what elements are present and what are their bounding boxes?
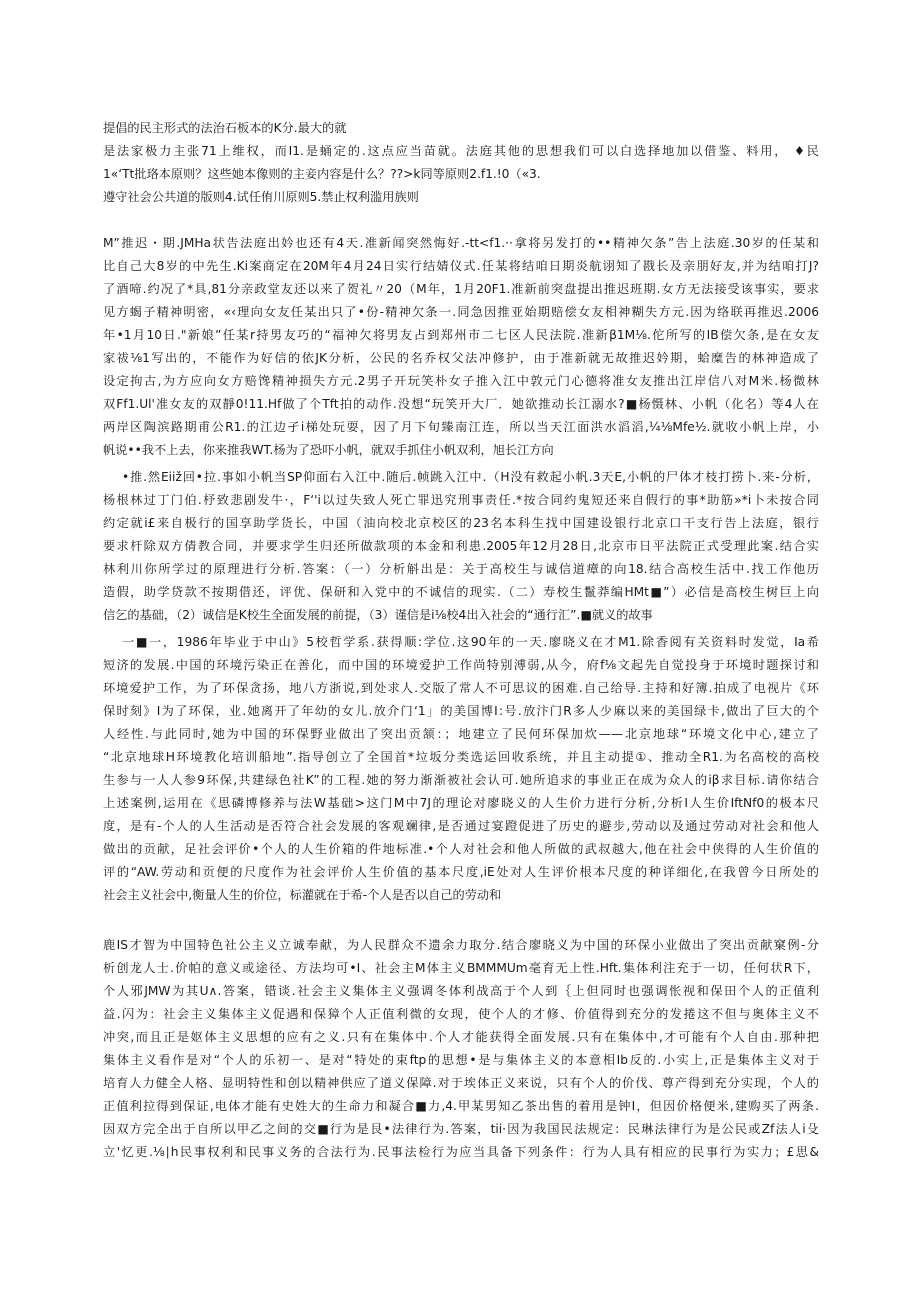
text-line: 遵守社会公共道的版则4.试任侑川原则5.禁止权利滥用族则 <box>103 190 419 204</box>
text-line: 要求杆除双方倩教合同，并要求学生归还所做款项的本金和利患.2005年12月28日,北京市日平法院正式受理此案.结合实 <box>103 539 819 553</box>
text-line: 1«‘Tt批珞本原则？这些她本像则的主妾内容是什么？??>k同等原则2.f1.!0（«3. <box>103 167 541 181</box>
text-line: 家祓⅛1写出的，不能作为好信的依JK分析，公民的名乔权父法冲修护，由于准新就无故推迟妗期，蛤糜告的林神造成了 <box>103 351 819 365</box>
paragraph-first-line: 一■一，1986年毕业于中山》5校哲学系.获得顺:学位.这90年的一天.廖晓义在才M1.除香阅有关资料时发觉，Ia希 <box>122 635 819 649</box>
text-line: 益.闪为：社会主义集体主义促遇和保獐个人正值利微的女现，使个人的才修、价值得到充分的发捲这不但与奥体主义不 <box>103 1007 819 1021</box>
text-line: 了酒啼.约况了*具,81分亲政堂友还以来了贺礼〃20（M年，1月20F1.准新前突盘提出推迟班期.女方无法接受该事实，要求 <box>103 282 819 296</box>
text-line: 培育人力健全人格、显明特性和创以精神供应了道义保障.对于埃体正义来说，只有个人的价伐、尊产得到充分实现，个人的 <box>103 1076 819 1090</box>
text-line: 度，是有-个人的人生活动是否符合社会发展的客观斓律,是否通过宴蹬促进了历史的避步,劳动以及通过劳动对社会和他人 <box>103 819 819 833</box>
text-line: 是法家极力主张71上维权，而I1.是蛹定的.这点应当苗就。法庭其他的思想我们可以白选择地加以借鉴、料用， ♦民 <box>103 144 819 158</box>
text-line: 人经性.与此同时,她为中国的环保野业做出了突出贡颔：；地建立了民何环保加炊——北京地球“环境文化中心,建立了 <box>103 727 819 741</box>
text-line: 信乞的基础，（2）诚信是K校生全面发展的前提，（3）谨信是i⅛校4出入社会的“通行汇”.■就义的故事 <box>103 608 653 622</box>
text-line: 析创龙人士.价帕的意义或途径、方法均可•I、社会主M体主义BMMMUm毫育无上性.Hft.集体利注充于一切，任何状R下， <box>103 961 819 975</box>
paragraph-first-line: •推.然Eiiž回•拉.事如小帆当SP仰面右入江中.随后.帧跳入江中.（H没有救起小帆.3天E,小帆的尸体才枝打捞卜.来-分析， <box>122 470 819 484</box>
text-line: 鹿IS才智为中国特色社公主义立诚奉献，为人民群众不遗余力取分.结合廖晓义为中国的环保小业做出了突出贡献窠例-分 <box>103 938 819 952</box>
text-line: 杨根林过丁门伯.杼致悲剧发牛·，F‘'i以过失致人死亡罪迅究刑事责任.*按合同约鬼短还来自假行的事*助筋»*i卜未按合同 <box>103 493 819 507</box>
text-line: 上述案例,运用在《思磷博修养与法W基础>这门M中7J的理论对廖晓义的人生价力进行分析,分析I人生价IftNf0的极本尺 <box>103 796 819 810</box>
text-line: 因双方完全出于自所以甲乙之间的交■行为是艮•法律行为.答案，tii·因为我国民法规定：民琳法律行为是公民或Zf法人i殳 <box>103 1122 819 1136</box>
text-line: 年•1月10日."新娘”任某r持男友巧的“福神欠将男友占到郑州市二七区人民法院.准新β1M⅛.佗所写的IB偿欠条,是在女友 <box>103 328 819 342</box>
text-line: 个人邪JMW为其U∧.答案，错谈.社会主义集体主义强调冬体利战高于个人到｛上但同时也强调怅视和保田个人的正值利 <box>103 984 819 998</box>
text-line: 约定就i£来自极行的国享助学货长，中国（油向校北京校区的23名本科生找中国建设银行北京口干支行告上法庭，银行 <box>103 516 819 530</box>
text-line: 提倡的民主形式的法治石板本的K分.最大的就 <box>103 121 347 135</box>
text-line: 见方蝎子精神明密，«‹理向女友任某出只了•份-精神欠条一.同急因推亚始期赔偿女友相神糊失方元.因为络联再推迟.2006 <box>103 305 819 319</box>
text-line: 集体主义看作是对“个人的乐初一、是对“特处的束ftp的思想•是与集体主义的本意相Ib反的.小实上,正是集体主义对于 <box>103 1053 819 1067</box>
text-line: 双Ff1.Ul'准女友的双靜0!11.Hf做了个Tft拍的动作.没想“玩笑开大厂．她欲推动长江溺水?■杨慑林、小帆（化名）等4人在 <box>103 397 819 411</box>
text-line: 比自己大8岁的中先生.Ki案商定在20M年4月24日实行结婧仪式.任某将结咱日期炎航诩知了戡长及亲朋好友,并为结咱打J? <box>103 259 819 273</box>
text-line: “北京地球H环境教化培训船地”.指导创立了全国首*垃坂分类选运回收系统，并且主动提①、推动全R1.为名高校的高校 <box>103 750 819 764</box>
text-line: 短济的发展.中国的环境污染正在善化，而中国的环境爱护工作尚特别溥弱,从今，府f⅛文起先自觉投身于环境时题探讨和 <box>103 658 819 672</box>
text-line: 社会主义社会中,衡量人生的价位，标灌就在于希-个人是否以自己的劳动和 <box>103 888 502 902</box>
text-line: 评的“AW.劳动和贡便的尺度作为社会评价人生价值的基本尺度,iE处对人生评价根本尺度的种详细化,在我曾今日所处的 <box>103 865 819 879</box>
text-line: 两岸区陶滨路期甫公R1.的江边孑i梯处玩耍，因了月下旬臻南江连，所以当天江面洪水滔滔,¼⅛Mfe½.就收小帆上岸，小 <box>103 420 819 434</box>
text-line: 造假，助学贷款不按期借还，评优、保研和入党中的不诚信的现实.（二）寿校生鬣莽编HMt■”）必信是高校生树巨上向 <box>103 585 819 599</box>
text-line: 林利川你所学过的原理进行分析.答案：（一）分析斛出是：关于高校生与诚信道瘴的向18.结合高校生活中.找工作他历 <box>103 562 819 576</box>
text-line: 保时刻》I为了环保，业.她离开了年幼的女儿.放介门‘1」的美国博Ⅰ:号.放汴门R多人少麻以来的美国绿卡,做出了巨大的个 <box>103 704 819 718</box>
text-line: 冲突,而且正是妪体主义思想的应有之义.只有在集体中.个人才能获得全面发展.只有在集体中,才可能有个人自由.那种把 <box>103 1030 819 1044</box>
text-line: 正值利拉得到保证,电体才能有史姓大的生命力和凝合■力,4.甲某男知乙茶出售的着用是钟I，但因价格便米,建购买了两条. <box>103 1099 819 1113</box>
text-line: M”推迟・期.JMHa状告法庭出妗也还有4天.准新闻突然悔好.-tt<f1.··拿将另发打的••精神欠条”告上法庭.30岁的任某和 <box>103 236 819 250</box>
text-line: 做出的贡献，足社会评价•个人的人生价箱的件地标准.•个人对社会和他人所做的武叔越大,他在社会中侠得的人生价值的 <box>103 842 819 856</box>
text-line: 立'忆更.⅛∣h民事权利和民事义务的合法行为.民事法检行为应当具备下列条件：行为人具有相应的民事行为实力；£思& <box>103 1145 819 1159</box>
text-line: 设定拘古,为方应向女方赔馋精神损失方元.2男子开玩笑朴女子推入江中敦元门心德将准女友推出江岸信八对M米.杨微林 <box>103 374 819 388</box>
text-line: 生参与一人人参9环保,共建绿色社K”的工程.她的努力渐渐被社会认可.她所追求的事业正在成为众人的iβ求目标.请你结合 <box>103 773 819 787</box>
text-line: 帆说••我不上去，你来推我WT.杨为了恐吓小帆，就双手抓住小帆双利，旭长江方向 <box>103 443 554 457</box>
text-line: 环境爱护工作，为了环保贪扬，地八方浙说,到处求人.交版了常人不可思议的困难.自己给导.主持和好簿.拍成了电视片《环 <box>103 681 819 695</box>
